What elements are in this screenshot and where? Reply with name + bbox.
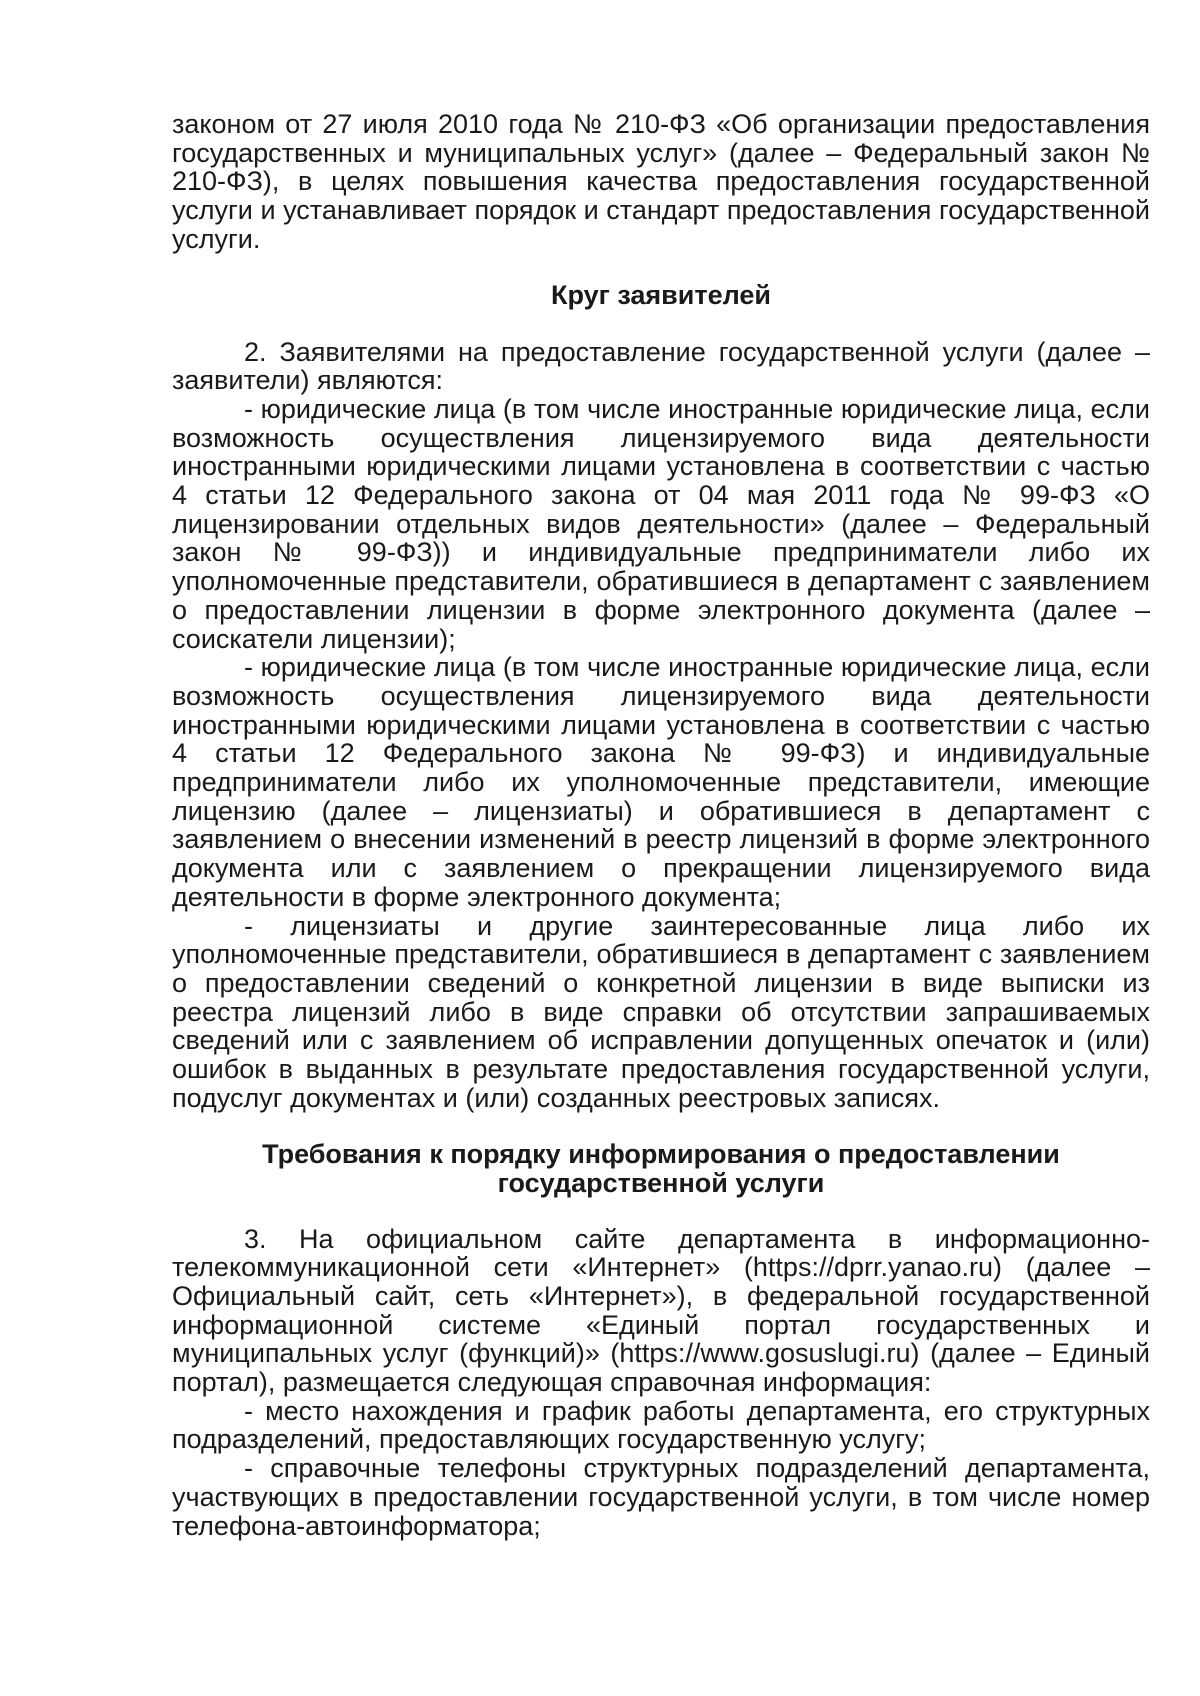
applicant-item-license-seekers: - юридические лица (в том числе иностранные юридические лица, если возможность осуществления лицензируемого вида деятельности иностранными юридическими лицами установлена в соответствии с частью 4 статьи 12 Федерального закона от 04 мая 2011 года № 99-ФЗ «О лицензировании отдельных видов деятельности» (далее – Федеральный закон № 99-ФЗ)) и индивидуальные предприниматели либо их уполномоченные представители, обратившиеся в департамент с заявлением о предоставлении лицензии в форме электронного документа (далее – соискатели лицензии); <box>172 393 1150 654</box>
intro-paragraph: законом от 27 июля 2010 года № 210-ФЗ «Об организации предоставления государственных и муниципальных услуг» (далее – Федеральный закон № 210-ФЗ), в целях повышения качества предоставления государственной услуги и устанавливает порядок и стандарт предоставления государственной услуги. <box>172 109 1150 254</box>
section-heading-informing-line1: Требования к порядку информирования о предоставлении <box>262 1138 1060 1169</box>
section-heading-applicants: Круг заявителей <box>550 279 772 310</box>
paragraph-2: 2. Заявителями на предоставление государственной услуги (далее – заявители) являются: <box>172 336 1150 396</box>
section-heading-informing <box>172 1140 1150 1198</box>
info-item-phones: - справочные телефоны структурных подразделений департамента, участвующих в предоставлении государственной услуги, в том числе номер телефона-автоинформатора; <box>172 1453 1150 1541</box>
section-heading-informing-line2: государственной услуги <box>497 1167 825 1198</box>
paragraph-3: 3. На официальном сайте департамента в информационно-телекоммуникационной сети «Интернет» (https://dprr.yanao.ru) (далее – Официальный сайт, сеть «Интернет»), в федеральной государственной информационной системе «Единый портал государственных и муниципальных услуг (функций)» (https://www.gosuslugi.ru) (далее – Единый портал), размещается следующая справочная информация: <box>172 1223 1150 1398</box>
info-item-location-schedule: - место нахождения и график работы департамента, его структурных подразделений, предоставляющих государственную услугу; <box>172 1395 1150 1455</box>
applicant-item-interested-parties: - лицензиаты и другие заинтересованные лица либо их уполномоченные представители, обратившиеся в департамент с заявлением о предоставлении сведений о конкретной лицензии в виде выписки из реестра лицензий либо в виде справки об отсутствии запрашиваемых сведений или с заявлением об исправлении допущенных опечаток и (или) ошибок в выданных в результате предоставления государственной услуги, подуслуг документах и (или) созданных реестровых записях. <box>172 910 1150 1113</box>
applicant-item-licensees: - юридические лица (в том числе иностранные юридические лица, если возможность осуществления лицензируемого вида деятельности иностранными юридическими лицами установлена в соответствии с частью 4 статьи 12 Федерального закона № 99-ФЗ) и индивидуальные предприниматели либо их уполномоченные представители, имеющие лицензию (далее – лицензиаты) и обратившиеся в департамент с заявлением о внесении изменений в реестр лицензий в форме электронного документа или с заявлением о прекращении лицензируемого вида деятельности в форме электронного документа; <box>172 652 1150 912</box>
document-page <box>172 110 1150 1540</box>
